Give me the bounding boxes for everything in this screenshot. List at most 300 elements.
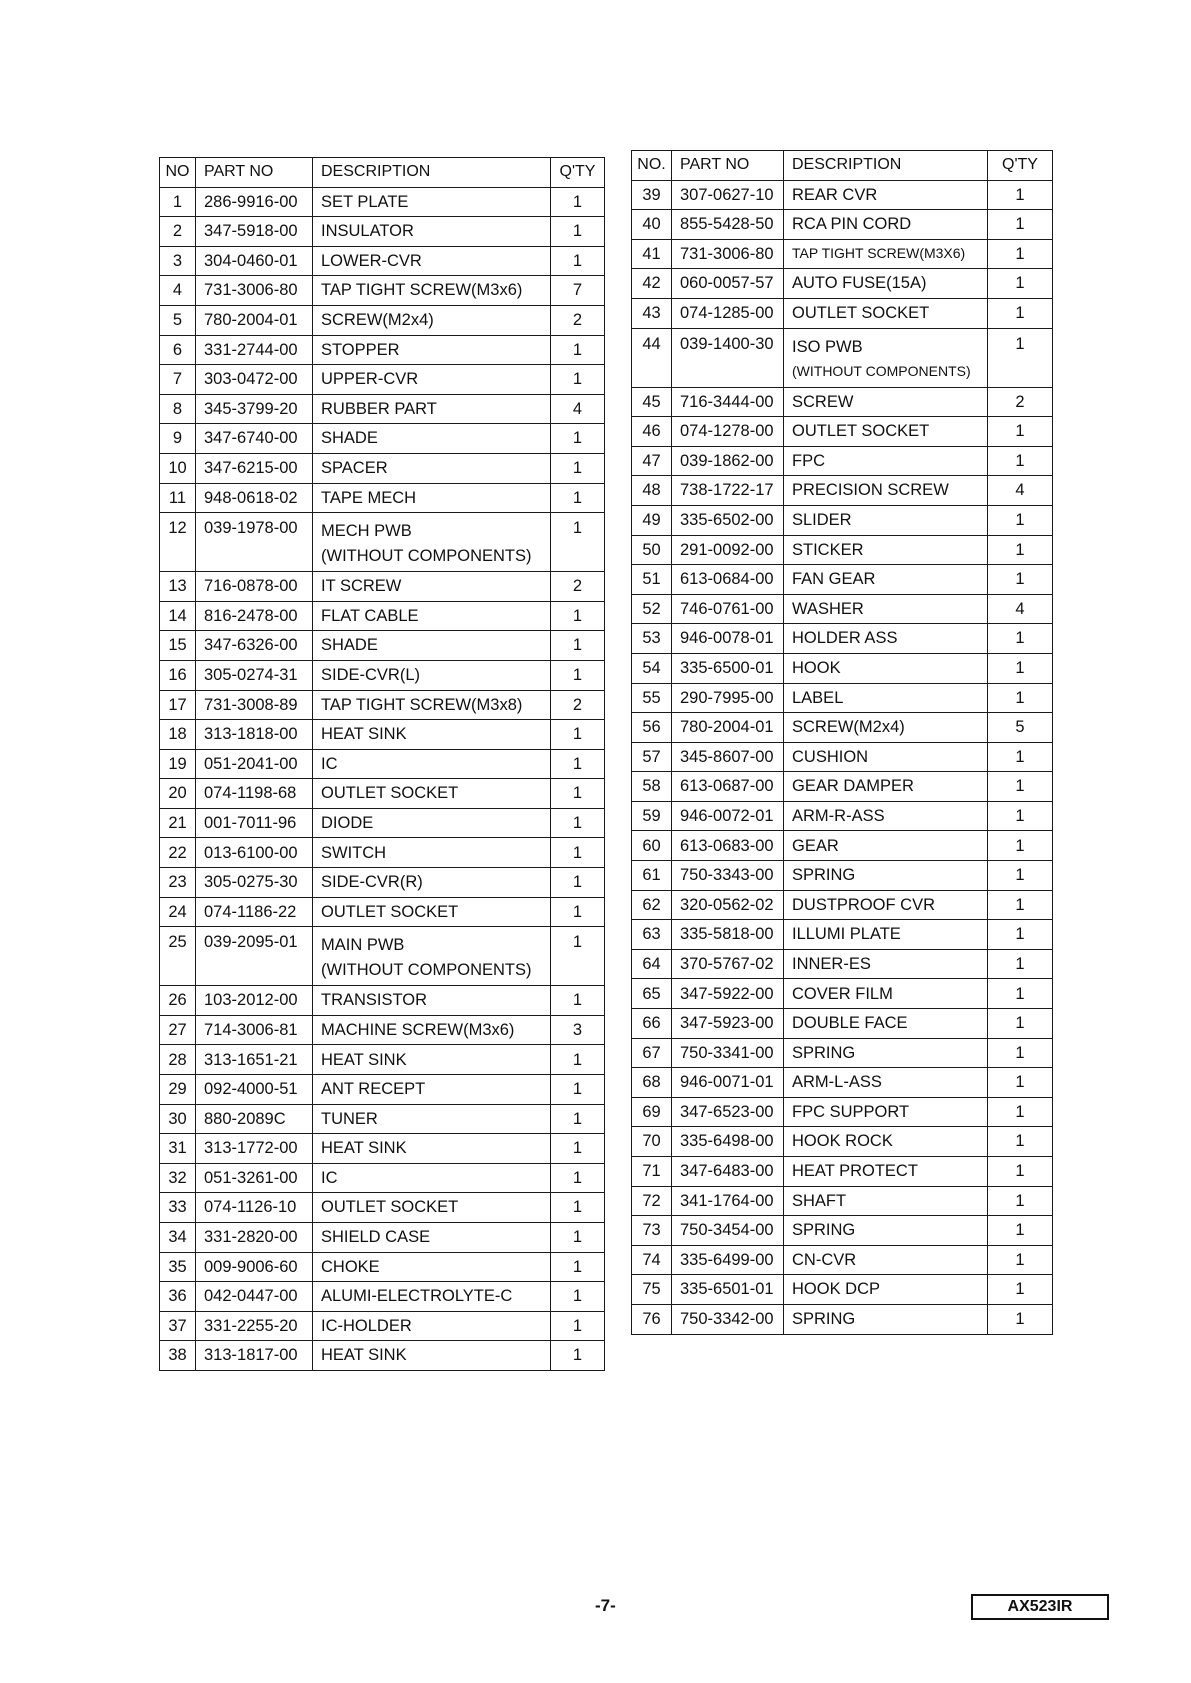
row-number-cell: 61 <box>632 861 672 891</box>
row-number-cell: 38 <box>160 1341 196 1371</box>
row-number-cell: 71 <box>632 1157 672 1187</box>
description-cell <box>313 1045 551 1075</box>
table-row <box>632 1275 1053 1305</box>
part-number-cell: 331-2255-20 <box>196 1311 313 1341</box>
description-cell <box>784 476 988 506</box>
table-row <box>632 269 1053 299</box>
description-cell <box>313 1282 551 1312</box>
part-number-cell: 009-9006-60 <box>196 1252 313 1282</box>
description-text: SPRING <box>792 1310 856 1329</box>
table-row <box>160 660 605 690</box>
description-text: GEAR DAMPER <box>792 777 914 796</box>
table-row <box>632 1157 1053 1187</box>
description-cell <box>784 1097 988 1127</box>
part-number-cell: 613-0684-00 <box>672 565 784 595</box>
table-row <box>632 476 1053 506</box>
parts-table-left-body <box>160 187 605 1370</box>
part-number-cell: 731-3006-80 <box>672 239 784 269</box>
table-row <box>160 1252 605 1282</box>
description-subtext: (WITHOUT COMPONENTS) <box>321 546 532 565</box>
quantity-cell: 1 <box>988 417 1053 447</box>
description-text: DOUBLE FACE <box>792 1014 908 1033</box>
part-number-cell: 039-1862-00 <box>672 446 784 476</box>
row-number-cell: 10 <box>160 453 196 483</box>
part-number-cell: 716-3444-00 <box>672 387 784 417</box>
description-text: FPC <box>792 451 825 470</box>
header-description: DESCRIPTION <box>784 151 988 181</box>
description-text: SHADE <box>321 636 378 655</box>
table-row <box>632 594 1053 624</box>
part-number-cell: 347-5918-00 <box>196 217 313 247</box>
description-text: SPRING <box>792 1221 856 1240</box>
part-number-cell: 013-6100-00 <box>196 838 313 868</box>
row-number-cell: 70 <box>632 1127 672 1157</box>
part-number-cell: 335-6500-01 <box>672 653 784 683</box>
table-row <box>632 1127 1053 1157</box>
description-cell <box>784 269 988 299</box>
header-part-no: PART NO <box>672 151 784 181</box>
description-text: HOOK <box>792 658 841 677</box>
quantity-cell: 4 <box>988 594 1053 624</box>
description-text: AUTO FUSE(15A) <box>792 274 927 293</box>
header-no: NO <box>160 158 196 188</box>
table-row <box>632 565 1053 595</box>
description-cell <box>313 1104 551 1134</box>
row-number-cell: 14 <box>160 601 196 631</box>
description-text: SHADE <box>321 429 378 448</box>
part-number-cell: 948-0618-02 <box>196 483 313 513</box>
description-cell <box>784 180 988 210</box>
table-row <box>632 890 1053 920</box>
description-text: MECH PWB <box>321 522 412 541</box>
table-row <box>632 417 1053 447</box>
row-number-cell: 40 <box>632 210 672 240</box>
quantity-cell: 1 <box>988 1304 1053 1334</box>
quantity-cell: 1 <box>551 779 605 809</box>
quantity-cell: 1 <box>988 1157 1053 1187</box>
description-cell <box>313 276 551 306</box>
description-cell <box>784 1245 988 1275</box>
header-qty: Q'TY <box>988 151 1053 181</box>
part-number-cell: 750-3343-00 <box>672 861 784 891</box>
row-number-cell: 41 <box>632 239 672 269</box>
description-text: TRANSISTOR <box>321 991 428 1010</box>
description-cell <box>784 239 988 269</box>
description-text: HEAT SINK <box>321 1346 407 1365</box>
description-text: IT SCREW <box>321 577 402 596</box>
quantity-cell: 1 <box>988 1068 1053 1098</box>
row-number-cell: 16 <box>160 660 196 690</box>
part-number-cell: 946-0078-01 <box>672 624 784 654</box>
description-text: STICKER <box>792 540 864 559</box>
description-text: ARM-L-ASS <box>792 1073 882 1092</box>
description-text: COVER FILM <box>792 984 893 1003</box>
description-cell <box>313 424 551 454</box>
description-text: SHAFT <box>792 1191 847 1210</box>
row-number-cell: 31 <box>160 1134 196 1164</box>
quantity-cell: 1 <box>988 1186 1053 1216</box>
description-text: SHIELD CASE <box>321 1228 431 1247</box>
row-number-cell: 66 <box>632 1009 672 1039</box>
description-cell <box>313 305 551 335</box>
table-row <box>160 986 605 1016</box>
table-row <box>160 335 605 365</box>
description-text: SCREW(M2x4) <box>792 718 905 737</box>
quantity-cell: 1 <box>551 513 605 572</box>
quantity-cell: 1 <box>551 631 605 661</box>
part-number-cell: 946-0072-01 <box>672 801 784 831</box>
description-cell <box>313 187 551 217</box>
description-text: HEAT SINK <box>321 1050 407 1069</box>
description-cell <box>784 831 988 861</box>
description-cell <box>313 1163 551 1193</box>
table-row <box>160 1134 605 1164</box>
row-number-cell: 65 <box>632 979 672 1009</box>
description-cell <box>784 535 988 565</box>
quantity-cell: 1 <box>551 1045 605 1075</box>
description-cell <box>313 897 551 927</box>
row-number-cell: 75 <box>632 1275 672 1305</box>
description-text: GEAR <box>792 836 839 855</box>
row-number-cell: 52 <box>632 594 672 624</box>
part-number-cell: 039-1400-30 <box>672 328 784 387</box>
description-cell <box>313 631 551 661</box>
quantity-cell: 4 <box>551 394 605 424</box>
part-number-cell: 313-1818-00 <box>196 720 313 750</box>
description-text: OUTLET SOCKET <box>321 784 459 803</box>
quantity-cell: 1 <box>551 335 605 365</box>
part-number-cell: 750-3454-00 <box>672 1216 784 1246</box>
part-number-cell: 335-6498-00 <box>672 1127 784 1157</box>
description-cell <box>784 920 988 950</box>
description-cell <box>784 1009 988 1039</box>
quantity-cell: 1 <box>988 653 1053 683</box>
table-row <box>632 239 1053 269</box>
quantity-cell: 1 <box>551 1163 605 1193</box>
description-cell <box>313 513 551 572</box>
description-cell <box>313 1223 551 1253</box>
part-number-cell: 074-1126-10 <box>196 1193 313 1223</box>
part-number-cell: 345-8607-00 <box>672 742 784 772</box>
row-number-cell: 74 <box>632 1245 672 1275</box>
description-cell <box>784 653 988 683</box>
description-cell <box>784 949 988 979</box>
description-cell <box>784 1186 988 1216</box>
description-text: SLIDER <box>792 511 852 529</box>
description-text: HEAT SINK <box>321 1139 407 1158</box>
quantity-cell: 1 <box>551 868 605 898</box>
part-number-cell: 731-3006-80 <box>196 276 313 306</box>
row-number-cell: 64 <box>632 949 672 979</box>
row-number-cell: 37 <box>160 1311 196 1341</box>
row-number-cell: 25 <box>160 927 196 986</box>
description-cell <box>784 890 988 920</box>
table-row <box>160 868 605 898</box>
quantity-cell: 2 <box>551 690 605 720</box>
part-number-cell: 335-6501-01 <box>672 1275 784 1305</box>
part-number-cell: 001-7011-96 <box>196 808 313 838</box>
description-cell <box>784 1216 988 1246</box>
quantity-cell: 2 <box>988 387 1053 417</box>
part-number-cell: 051-3261-00 <box>196 1163 313 1193</box>
description-text: ILLUMI PLATE <box>792 925 901 944</box>
table-row <box>160 1075 605 1105</box>
quantity-cell: 1 <box>551 1341 605 1371</box>
row-number-cell: 20 <box>160 779 196 809</box>
description-text: INSULATOR <box>321 222 414 241</box>
description-text: HEAT PROTECT <box>792 1162 918 1181</box>
quantity-cell: 1 <box>551 720 605 750</box>
table-row <box>632 535 1053 565</box>
part-number-cell: 074-1285-00 <box>672 298 784 328</box>
quantity-cell: 1 <box>988 890 1053 920</box>
quantity-cell: 1 <box>988 1245 1053 1275</box>
description-cell <box>313 1134 551 1164</box>
description-cell <box>784 1127 988 1157</box>
description-cell <box>313 986 551 1016</box>
quantity-cell: 1 <box>988 180 1053 210</box>
table-row <box>632 683 1053 713</box>
part-number-cell: 345-3799-20 <box>196 394 313 424</box>
row-number-cell: 57 <box>632 742 672 772</box>
description-text: ISO PWB <box>792 337 863 356</box>
description-text: HEAT SINK <box>321 725 407 744</box>
table-row <box>632 801 1053 831</box>
quantity-cell: 1 <box>988 239 1053 269</box>
table-row <box>632 298 1053 328</box>
parts-table-right-body <box>632 180 1053 1334</box>
description-cell <box>313 660 551 690</box>
description-text: FPC SUPPORT <box>792 1102 910 1121</box>
quantity-cell: 5 <box>988 713 1053 743</box>
row-number-cell: 47 <box>632 446 672 476</box>
table-row <box>632 1186 1053 1216</box>
description-text: OUTLET SOCKET <box>321 902 459 921</box>
table-row <box>160 305 605 335</box>
model-number-box: AX523IR <box>971 1594 1109 1620</box>
table-row <box>160 217 605 247</box>
description-cell <box>313 1015 551 1045</box>
row-number-cell: 60 <box>632 831 672 861</box>
table-row <box>632 1097 1053 1127</box>
part-number-cell: 341-1764-00 <box>672 1186 784 1216</box>
table-row <box>160 365 605 395</box>
row-number-cell: 67 <box>632 1038 672 1068</box>
quantity-cell: 1 <box>551 187 605 217</box>
description-cell <box>313 927 551 986</box>
quantity-cell: 1 <box>988 328 1053 387</box>
table-row <box>632 861 1053 891</box>
part-number-cell: 291-0092-00 <box>672 535 784 565</box>
quantity-cell: 1 <box>988 1038 1053 1068</box>
description-cell <box>313 335 551 365</box>
part-number-cell: 307-0627-10 <box>672 180 784 210</box>
part-number-cell: 880-2089C <box>196 1104 313 1134</box>
table-row <box>632 180 1053 210</box>
description-text: LABEL <box>792 688 844 707</box>
description-cell <box>313 1193 551 1223</box>
row-number-cell: 32 <box>160 1163 196 1193</box>
row-number-cell: 22 <box>160 838 196 868</box>
quantity-cell: 4 <box>988 476 1053 506</box>
table-row <box>160 513 605 572</box>
part-number-cell: 946-0071-01 <box>672 1068 784 1098</box>
description-text: OUTLET SOCKET <box>321 1198 459 1217</box>
quantity-cell: 1 <box>988 446 1053 476</box>
part-number-cell: 103-2012-00 <box>196 986 313 1016</box>
row-number-cell: 62 <box>632 890 672 920</box>
quantity-cell: 1 <box>988 772 1053 802</box>
quantity-cell: 1 <box>551 424 605 454</box>
description-cell <box>784 1068 988 1098</box>
part-number-cell: 331-2744-00 <box>196 335 313 365</box>
table-row <box>632 1245 1053 1275</box>
description-text: TAPE MECH <box>321 488 417 507</box>
description-text: MAIN PWB <box>321 936 405 955</box>
row-number-cell: 34 <box>160 1223 196 1253</box>
part-number-cell: 731-3008-89 <box>196 690 313 720</box>
quantity-cell: 1 <box>551 1252 605 1282</box>
description-text: PRECISION SCREW <box>792 481 949 500</box>
description-cell <box>784 505 988 535</box>
header-description: DESCRIPTION <box>313 158 551 188</box>
quantity-cell: 1 <box>988 1097 1053 1127</box>
quantity-cell: 1 <box>551 808 605 838</box>
row-number-cell: 76 <box>632 1304 672 1334</box>
quantity-cell: 1 <box>988 1127 1053 1157</box>
table-row <box>632 387 1053 417</box>
table-row <box>632 713 1053 743</box>
description-cell <box>784 801 988 831</box>
row-number-cell: 30 <box>160 1104 196 1134</box>
quantity-cell: 1 <box>551 601 605 631</box>
part-number-cell: 714-3006-81 <box>196 1015 313 1045</box>
row-number-cell: 1 <box>160 187 196 217</box>
row-number-cell: 13 <box>160 572 196 602</box>
row-number-cell: 53 <box>632 624 672 654</box>
description-subtext: (WITHOUT COMPONENTS) <box>321 961 532 979</box>
quantity-cell: 2 <box>551 572 605 602</box>
part-number-cell: 855-5428-50 <box>672 210 784 240</box>
description-cell <box>784 387 988 417</box>
quantity-cell: 1 <box>988 683 1053 713</box>
quantity-cell: 1 <box>551 1282 605 1312</box>
part-number-cell: 347-6523-00 <box>672 1097 784 1127</box>
description-cell <box>784 713 988 743</box>
quantity-cell: 1 <box>988 535 1053 565</box>
part-number-cell: 303-0472-00 <box>196 365 313 395</box>
table-row <box>160 1193 605 1223</box>
table-row <box>632 831 1053 861</box>
description-text: ARM-R-ASS <box>792 806 885 825</box>
row-number-cell: 17 <box>160 690 196 720</box>
part-number-cell: 092-4000-51 <box>196 1075 313 1105</box>
description-cell <box>784 446 988 476</box>
description-cell <box>313 690 551 720</box>
table-row <box>160 1311 605 1341</box>
table-row <box>632 949 1053 979</box>
part-number-cell: 286-9916-00 <box>196 187 313 217</box>
description-cell <box>784 1038 988 1068</box>
row-number-cell: 45 <box>632 387 672 417</box>
quantity-cell: 1 <box>988 801 1053 831</box>
description-cell <box>784 210 988 240</box>
description-text: SIDE-CVR(L) <box>321 665 421 684</box>
quantity-cell: 1 <box>988 742 1053 772</box>
part-number-cell: 313-1651-21 <box>196 1045 313 1075</box>
quantity-cell: 1 <box>988 979 1053 1009</box>
table-row <box>160 1045 605 1075</box>
quantity-cell: 1 <box>551 897 605 927</box>
table-row <box>632 1068 1053 1098</box>
description-text: TAP TIGHT SCREW(M3x6) <box>321 281 523 300</box>
description-cell <box>313 808 551 838</box>
description-cell <box>313 1311 551 1341</box>
description-cell <box>313 838 551 868</box>
part-number-cell: 313-1817-00 <box>196 1341 313 1371</box>
description-text: SPACER <box>321 459 388 477</box>
row-number-cell: 24 <box>160 897 196 927</box>
quantity-cell: 1 <box>988 920 1053 950</box>
quantity-cell: 1 <box>551 1311 605 1341</box>
description-text: OUTLET SOCKET <box>792 422 930 441</box>
description-text: SCREW(M2x4) <box>321 311 434 330</box>
part-number-cell: 335-5818-00 <box>672 920 784 950</box>
part-number-cell: 051-2041-00 <box>196 749 313 779</box>
table-row <box>160 394 605 424</box>
part-number-cell: 074-1198-68 <box>196 779 313 809</box>
description-cell <box>313 1075 551 1105</box>
quantity-cell: 1 <box>988 861 1053 891</box>
description-cell <box>313 779 551 809</box>
description-text: ALUMI-ELECTROLYTE-C <box>321 1287 513 1306</box>
table-row <box>160 1282 605 1312</box>
description-cell <box>313 365 551 395</box>
quantity-cell: 3 <box>551 1015 605 1045</box>
description-text: FAN GEAR <box>792 570 876 589</box>
table-row <box>632 920 1053 950</box>
table-row <box>632 1304 1053 1334</box>
part-number-cell: 370-5767-02 <box>672 949 784 979</box>
table-row <box>160 897 605 927</box>
row-number-cell: 58 <box>632 772 672 802</box>
quantity-cell: 1 <box>551 1075 605 1105</box>
description-text: FLAT CABLE <box>321 606 419 625</box>
row-number-cell: 56 <box>632 713 672 743</box>
part-number-cell: 074-1278-00 <box>672 417 784 447</box>
row-number-cell: 4 <box>160 276 196 306</box>
table-row <box>632 1038 1053 1068</box>
row-number-cell: 8 <box>160 394 196 424</box>
row-number-cell: 2 <box>160 217 196 247</box>
description-text: ANT RECEPT <box>321 1080 426 1099</box>
table-row <box>632 653 1053 683</box>
description-cell <box>313 1341 551 1371</box>
quantity-cell: 1 <box>551 483 605 513</box>
quantity-cell: 1 <box>988 949 1053 979</box>
row-number-cell: 7 <box>160 365 196 395</box>
table-row <box>632 505 1053 535</box>
part-number-cell: 347-6215-00 <box>196 453 313 483</box>
description-text: WASHER <box>792 599 864 618</box>
part-number-cell: 060-0057-57 <box>672 269 784 299</box>
description-text: UPPER-CVR <box>321 370 419 389</box>
row-number-cell: 59 <box>632 801 672 831</box>
row-number-cell: 36 <box>160 1282 196 1312</box>
table-row <box>632 328 1053 387</box>
description-cell <box>784 298 988 328</box>
row-number-cell: 9 <box>160 424 196 454</box>
